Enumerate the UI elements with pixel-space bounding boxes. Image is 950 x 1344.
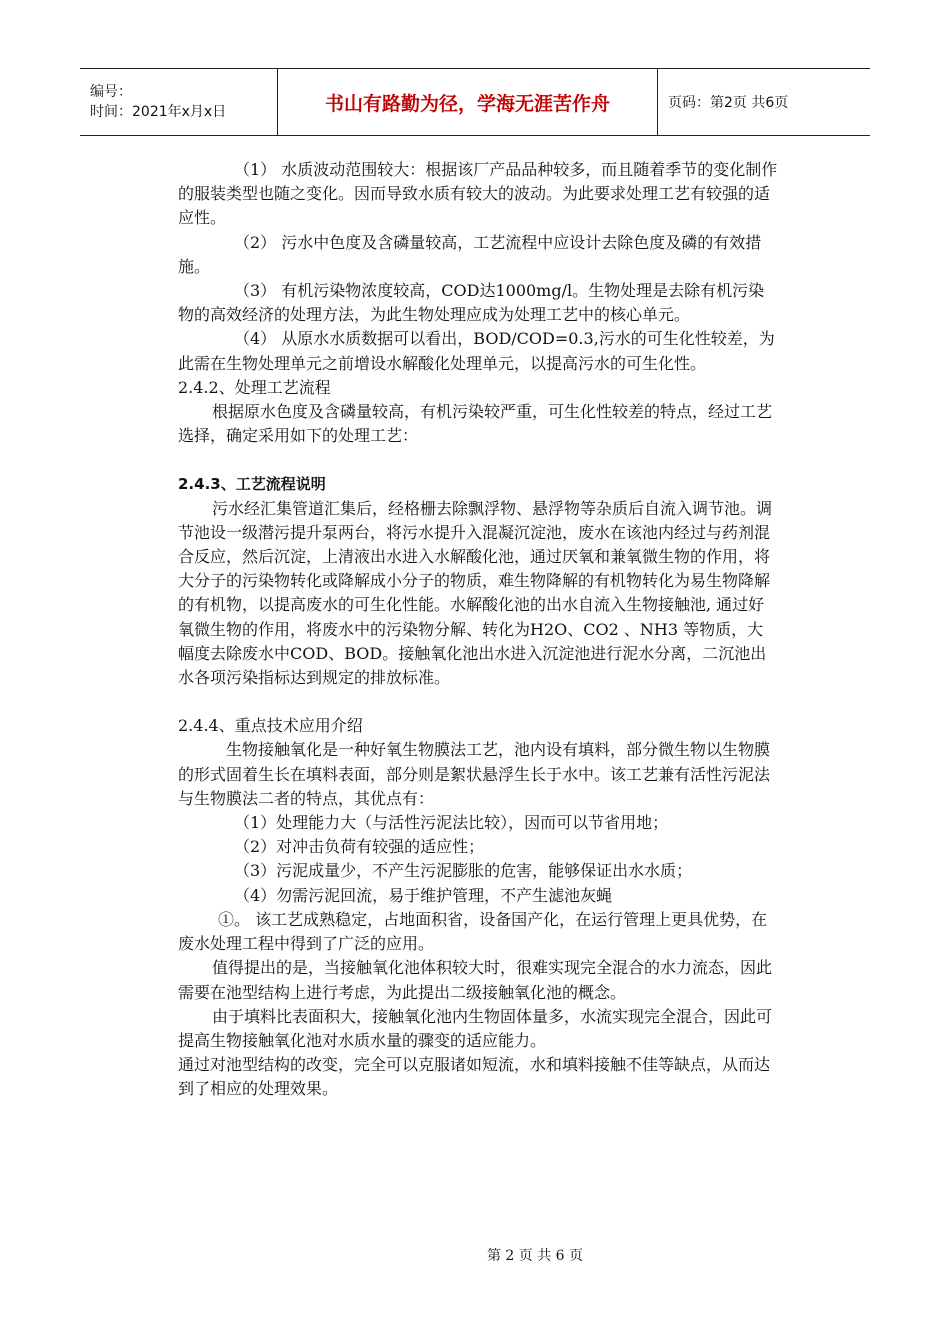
paragraph-4: （4） 从原水水质数据可以看出，BOD/COD=0.3,污水的可生化性较差，为此需在生物处理单元之前增设水解酸化处理单元，以提高污水的可生化性。 [178,329,775,373]
paragraph-7: 生物接触氧化是一种好氧生物膜法工艺，池内设有填料，部分微生物以生物膜的形式固着生长在填料表面，部分则是絮状悬浮生长于水中。该工艺兼有活性污泥法与生物膜法二者的特点，其优点有： [178,740,771,808]
paragraph-3: （3） 有机污染物浓度较高，COD达1000mg/l。生物处理是去除有机污染物的高效经济的处理方法，为此生物处理应成为处理工艺中的核心单元。 [178,281,765,325]
footer-page-number: 第 2 页 共 6 页 [486,1248,584,1264]
number-label: 编号： [90,84,132,100]
list-item-4: （4）勿需污泥回流，易于维护管理，不产生滤池灰蝇 [234,885,613,905]
list-item-2: （2）对冲击负荷有较强的适应性； [234,837,485,857]
section-heading-242: 2.4.2、处理工艺流程 [178,377,331,397]
paragraph-11: 通过对池型结构的改变，完全可以克服诸如短流，水和填料接触不佳等缺点，从而达到了相应的处理效果。 [178,1055,771,1099]
list-item-3: （3）污泥成量少，不产生污泥膨胀的危害，能够保证出水水质； [234,861,693,881]
header-page [658,69,870,135]
paragraph-5: 根据原水色度及含磷量较高，有机污染较严重，可生化性较差的特点，经过工艺选择，确定采用如下的处理工艺： [178,402,773,446]
document-body [178,158,778,1102]
paragraph-1: （1） 水质波动范围较大：根据该厂产品品种较多，而且随着季节的变化制作的服装类型也随之变化。因而导致水质有较大的波动。为此要求处理工艺有较强的适应性。 [178,160,778,228]
spacer [178,448,778,472]
paragraph-2: （2） 污水中色度及含磷量较高，工艺流程中应设计去除色度及磷的有效措施。 [178,232,762,276]
page-footer [0,1245,950,1265]
header-motto [278,69,658,135]
section-heading-243: 2.4.3、工艺流程说明 [178,475,326,494]
list-item-1: （1）处理能力大（与活性污泥法比较），因而可以节省用地； [234,813,669,833]
page-label: 页码：第2页 共6页 [668,95,789,111]
header-meta [80,69,278,135]
section-heading-244: 2.4.4、重点技术应用介绍 [178,716,363,736]
date-label: 时间：2021年x月x日 [90,104,227,120]
paragraph-9: 值得提出的是，当接触氧化池体积较大时，很难实现完全混合的水力流态，因此需要在池型结构上进行考虑，为此提出二级接触氧化池的概念。 [178,958,773,1002]
motto-text: 书山有路勤为径，学海无涯苦作舟 [324,92,610,115]
paragraph-6: 污水经汇集管道汇集后，经格栅去除飘浮物、悬浮物等杂质后自流入调节池。调节池设一级潜污提升泵两台，将污水提升入混凝沉淀池，废水在该池内经过与药剂混合反应，然后沉淀，上清液出水进入水解酸化池，通过厌氧和兼氧微生物的作用，将大分子的污染物转化或降解成小分子的物质，难生物降解的有机物转化为易生物降解的有机物，以提高废水的可生化性能。水解酸化池的出水自流入生物接触池, 通过好氧微生物的作用，将废水中的污染物分解、转化为H2O、CO2 、NH3 等物质，大幅度去除废水中COD、BOD。接触氧化池出水进入沉淀池进行泥水分离，二沉池出水各项污染指标达到规定的排放标准。 [178,498,773,688]
paragraph-8: ①。 该工艺成熟稳定，占地面积省，设备国产化，在运行管理上更具优势，在废水处理工程中得到了广泛的应用。 [178,909,768,954]
spacer [178,690,778,714]
page-header [80,68,870,136]
paragraph-10: 由于填料比表面积大，接触氧化池内生物固体量多，水流实现完全混合，因此可提高生物接触氧化池对水质水量的骤变的适应能力。 [178,1006,773,1050]
